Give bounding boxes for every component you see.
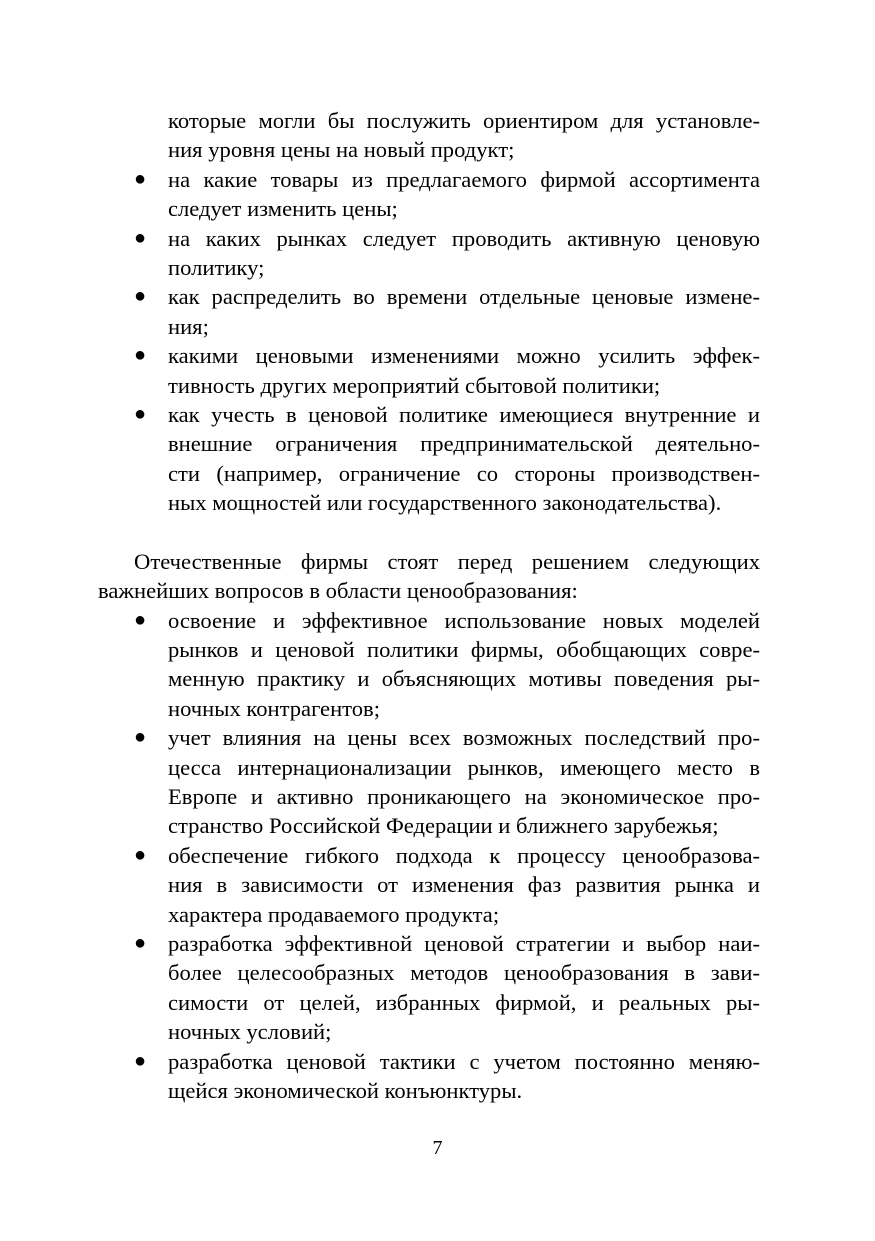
text-line: следует изменить цены; (168, 196, 398, 222)
bullet-icon: ● (134, 931, 147, 954)
bullet-icon: ● (134, 726, 147, 749)
text-line: ночных контрагентов; (168, 695, 380, 721)
text-line: Европе и активно проникающего на экономическое про- (168, 783, 760, 809)
text-line: цесса интернационализации рынков, имеющего место в (168, 754, 760, 780)
text-line: обеспечение гибкого подхода к процессу ценообразова- (168, 842, 760, 868)
bullet-list-pricing-questions (98, 106, 760, 518)
text-line: какими ценовыми изменениями можно усилить эффек- (168, 343, 760, 369)
text-line: тивность других мероприятий сбытовой политики; (168, 372, 661, 398)
text-line: освоение и эффективное использование новых моделей (168, 607, 760, 633)
text-line: на какие товары из предлагаемого фирмой ассортимента (168, 166, 760, 192)
text-line: на каких рынках следует проводить активную ценовую (168, 225, 760, 251)
text-line: рынков и ценовой политики фирмы, обобщающих совре- (168, 636, 760, 662)
text-line: как учесть в ценовой политике имеющиеся внутренние и (168, 402, 760, 428)
text-line: сти (например, ограничение со стороны производствен- (168, 460, 760, 486)
bullet-icon: ● (134, 608, 147, 631)
list-item-continuation (98, 106, 760, 165)
text-line: ных мощностей или государственного законодательства). (168, 490, 722, 516)
text-line: ния уровня цены на новый продукт; (168, 137, 515, 163)
text-line: ния; (168, 313, 209, 339)
text-line: Отечественные фирмы стоят перед решением следующих (134, 548, 760, 574)
text-line: внешние ограничения предпринимательской деятельно- (168, 431, 760, 457)
text-line: менную практику и объясняющих мотивы поведения ры- (168, 666, 760, 692)
list-item (98, 723, 760, 841)
list-item (98, 1047, 760, 1106)
text-line: разработка эффективной ценовой стратегии и выбор наи- (168, 930, 760, 956)
list-item (98, 341, 760, 400)
bullet-icon: ● (134, 1049, 147, 1072)
text-line: щейся экономической конъюнктуры. (168, 1078, 523, 1103)
text-line: как распределить во времени отдельные ценовые измене- (168, 284, 760, 310)
bullet-icon: ● (134, 344, 147, 367)
text-line: учет влияния на цены всех возможных последствий про- (168, 725, 760, 751)
bullet-icon: ● (134, 403, 147, 426)
bullet-icon: ● (134, 285, 147, 308)
bullet-list-domestic-issues (98, 606, 760, 1106)
list-item (98, 400, 760, 518)
page-number: 7 (432, 1137, 443, 1159)
list-item (98, 282, 760, 341)
text-line: ночных условий; (168, 1019, 332, 1045)
text-line: которые могли бы послужить ориентиром для установле- (168, 108, 760, 133)
list-item (98, 224, 760, 283)
text-line: ния в зависимости от изменения фаз развития рынка и (168, 872, 760, 898)
bullet-icon: ● (134, 226, 147, 249)
page-body (98, 106, 760, 1105)
text-line: важнейших вопросов в области ценообразования: (98, 578, 578, 604)
bullet-icon: ● (134, 843, 147, 866)
text-line: разработка ценовой тактики с учетом постоянно меняю- (168, 1048, 760, 1074)
text-line: странство Российской Федерации и ближнего зарубежья; (168, 813, 719, 839)
text-line: политику; (168, 255, 265, 281)
list-item (98, 841, 760, 929)
body-paragraph (98, 547, 760, 606)
text-line: более целесообразных методов ценообразования в зави- (168, 960, 760, 986)
text-line: симости от целей, избранных фирмой, и реальных ры- (168, 989, 760, 1015)
list-item (98, 165, 760, 224)
text-line: характера продаваемого продукта; (168, 901, 500, 927)
list-item (98, 606, 760, 724)
list-item (98, 929, 760, 1047)
bullet-icon: ● (134, 167, 147, 190)
